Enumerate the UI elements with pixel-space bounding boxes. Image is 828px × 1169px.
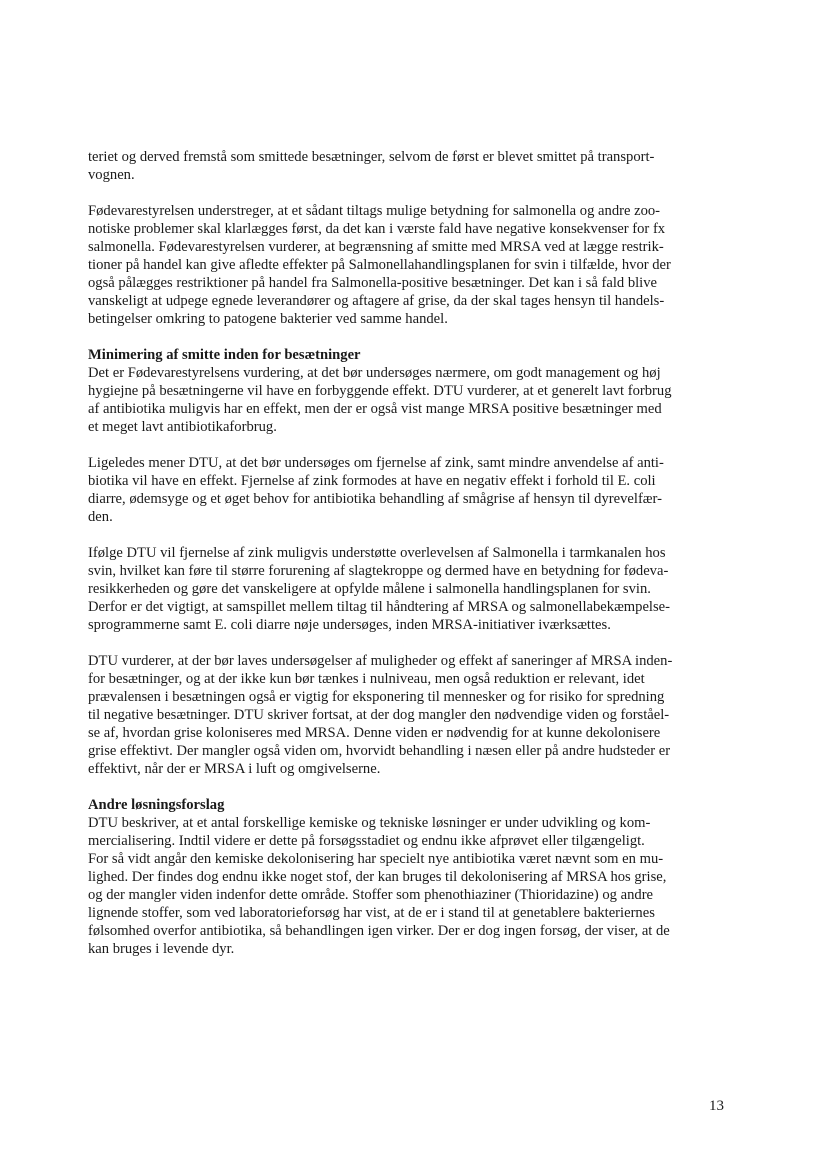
text-line: effektivt, når der er MRSA i luft og omgivelserne. (88, 761, 381, 777)
text-line: Det er Fødevarestyrelsens vurdering, at det bør undersøges nærmere, om godt management og høj (88, 365, 661, 381)
text-line: notiske problemer skal klarlægges først, da det kan i værste fald have negative konsekvenser for fx (88, 221, 666, 237)
text-line: også pålægges restriktioner på handel fra Salmonella-positive besætninger. Det kan i så fald blive (88, 275, 658, 291)
text-line: teriet og derved fremstå som smittede besætninger, selvom de først er blevet smittet på transport- (88, 149, 655, 165)
text-line: vanskeligt at udpege egnede leverandører og aftagere af grise, da der skal tages hensyn til handels- (88, 293, 665, 309)
text-line: og der mangler viden indenfor dette område. Stoffer som phenothiaziner (Thioridazine) og andre (88, 887, 654, 903)
text-line: følsomhed overfor antibiotika, så behandlingen igen virker. Der er dog ingen forsøg, der viser, at de (88, 923, 670, 939)
text-line: tioner på handel kan give afledte effekter på Salmonellahandlingsplanen for svin i tilfælde, hvor der (88, 257, 671, 273)
text-line: af antibiotika muligvis har en effekt, men der er også vist mange MRSA positive besætninger med (88, 401, 662, 417)
paragraph (88, 148, 738, 184)
text-line: Ifølge DTU vil fjernelse af zink muligvis understøtte overlevelsen af Salmonella i tarmkanalen hos (88, 545, 666, 561)
text-line: svin, hvilket kan føre til større forurening af slagtekroppe og dermed have en betydning for fødeva- (88, 563, 669, 579)
text-line: hygiejne på besætningerne vil have en forbyggende effekt. DTU vurderer, at et generelt lavt forbrug (88, 383, 672, 399)
document-body (88, 148, 738, 976)
paragraph (88, 454, 738, 526)
text-line: Derfor er det vigtigt, at samspillet mellem tiltag til håndtering af MRSA og salmonellabekæmpelse- (88, 599, 671, 615)
paragraph (88, 202, 738, 328)
text-line: DTU beskriver, at et antal forskellige kemiske og tekniske løsninger er under udvikling og kom- (88, 815, 651, 831)
paragraph (88, 346, 738, 436)
text-line: lighed. Der findes dog endnu ikke noget stof, der kan bruges til dekolonisering af MRSA hos grise, (88, 869, 667, 885)
text-line: mercialisering. Indtil videre er dette på forsøgsstadiet og endnu ikke afprøvet eller tilgængeligt. (88, 833, 645, 849)
text-line: grise effektivt. Der mangler også viden om, hvorvidt behandling i næsen eller på andre hudsteder er (88, 743, 671, 759)
page-number: 13 (709, 1098, 724, 1114)
text-line: den. (88, 509, 113, 525)
text-line: prævalensen i besætningen også er vigtig for eksponering til mennesker og for risiko for spredning (88, 689, 665, 705)
text-line: se af, hvordan grise koloniseres med MRSA. Denne viden er nødvendig for at kunne dekolonisere (88, 725, 661, 741)
text-line: et meget lavt antibiotikaforbrug. (88, 419, 277, 435)
text-line: biotika vil have en effekt. Fjernelse af zink formodes at have en negativ effekt i forhold til E. coli (88, 473, 656, 489)
text-line: lignende stoffer, som ved laboratorieforsøg har vist, at de er i stand til at genetablere bakteriernes (88, 905, 655, 921)
text-line: for besætninger, og at der ikke kun bør tænkes i nulniveau, men også reduktion er relevant, idet (88, 671, 645, 687)
text-line: vognen. (88, 167, 135, 183)
text-line: diarre, ødemsyge og et øget behov for antibiotika behandling af smågrise af hensyn til dyrevelfær- (88, 491, 662, 507)
text-line: For så vidt angår den kemiske dekolonisering har specielt nye antibiotika været nævnt som en mu- (88, 851, 664, 867)
text-line: DTU vurderer, at der bør laves undersøgelser af muligheder og effekt af saneringer af MRSA inden- (88, 653, 673, 669)
section-heading: Andre løsningsforslag (88, 797, 225, 813)
section-heading: Minimering af smitte inden for besætninger (88, 347, 361, 363)
text-line: sprogrammerne samt E. coli diarre nøje undersøges, inden MRSA-initiativer iværksættes. (88, 617, 611, 633)
text-line: til negative besætninger. DTU skriver fortsat, at der dog mangler den nødvendige viden og forståel- (88, 707, 670, 723)
text-line: Ligeledes mener DTU, at det bør undersøges om fjernelse af zink, samt mindre anvendelse af anti- (88, 455, 664, 471)
paragraph (88, 544, 738, 634)
paragraph (88, 796, 738, 958)
paragraph (88, 652, 738, 778)
text-line: salmonella. Fødevarestyrelsen vurderer, at begrænsning af smitte med MRSA ved at lægge restrik- (88, 239, 664, 255)
text-line: resikkerheden og gøre det vanskeligere at opfylde målene i salmonella handlingsplanen for svin. (88, 581, 651, 597)
text-line: kan bruges i levende dyr. (88, 941, 235, 957)
text-line: betingelser omkring to patogene bakterier ved samme handel. (88, 311, 448, 327)
text-line: Fødevarestyrelsen understreger, at et sådant tiltags mulige betydning for salmonella og andre zoo- (88, 203, 661, 219)
